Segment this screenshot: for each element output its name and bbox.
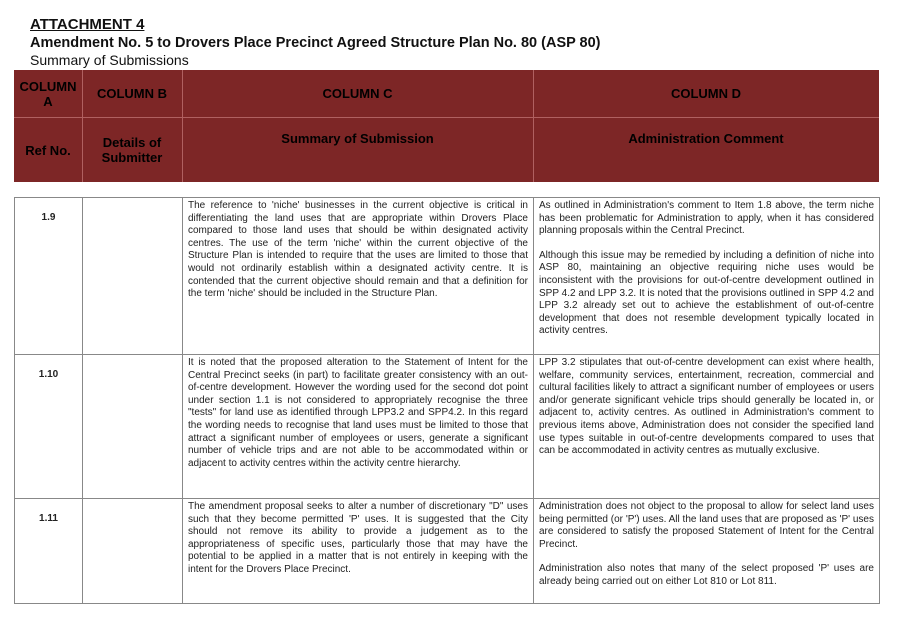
amendment-title: Amendment No. 5 to Drovers Place Precinct Agreed Structure Plan No. 80 (ASP 80) — [30, 35, 601, 51]
table-row — [15, 355, 880, 499]
comment-paragraph: LPP 3.2 stipulates that out-of-centre development can exist where health, welfare, community services, entertainment, recreation, commercial and cultural facilities likely to attract a significant number of employees or users and/or generate significant vehicle trips should generally be located in, or adjacent to, activity centres. As outlined in Administration's comment to previous items above, Administration does not consider the specified land use types suitable in out-of-centre developments compared to uses that can be accommodated in activity centres as mutually exclusive. — [539, 357, 874, 457]
table-row — [15, 198, 880, 355]
summary-cell: The reference to 'niche' businesses in the current objective is critical in differentiating the land uses that are appropriate within Drovers Place compared to those land uses that should be within designated activity centres. The use of the term 'niche' within the current objective of the Structure Plan is intended to require that the uses are limited to those that would not ordinarily establish within a designated activity centre. It is contended that the current objective should remain and that a definition for the term 'niche' should be included in the Structure Plan. — [183, 198, 534, 355]
document-subtitle: Summary of Submissions — [30, 52, 189, 68]
header-column-b: COLUMN B — [96, 86, 168, 101]
comment-cell — [534, 355, 880, 499]
ref-no-cell: 1.9 — [15, 198, 83, 355]
header-details-of-submitter: Details of Submitter — [101, 135, 163, 165]
header-column-c: COLUMN C — [322, 86, 393, 101]
ref-no-cell: 1.11 — [15, 499, 83, 604]
attachment-label: ATTACHMENT 4 — [30, 16, 145, 33]
document-title-block — [30, 16, 601, 68]
comment-paragraph: Administration also notes that many of the select proposed 'P' uses are already being carried out on either Lot 810 or Lot 811. — [539, 563, 874, 587]
summary-cell: The amendment proposal seeks to alter a number of discretionary "D" uses such that they become permitted 'P' uses. It is suggested that the City should not remove its ability to provide a judgement as to the appropriateness of specific uses, particularly those that may have the potential to be applied in a matter that is not entirely in keeping with the intent for the Drovers Place Precinct. — [183, 499, 534, 604]
summary-cell: It is noted that the proposed alteration to the Statement of Intent for the Central Precinct seeks (in part) to facilitate greater consistency with an out-of-centre development. However the wording used for the second dot point under section 1.1 is not considered to appropriately recognise the three "tests" for land use as identified through LPP3.2 and SPP4.2. In this regard the wording needs to recognise that land uses must be limited to those that attract a significant number of employees or users, generate a significant number of vehicle trips and are not able to be accommodated within or adjacent to activity centres within the activity centre hierarchy. — [183, 355, 534, 499]
header-column-a: COLUMN A — [19, 78, 77, 109]
header-ref-no: Ref No. — [25, 142, 71, 158]
comment-paragraph: Although this issue may be remedied by including a definition of niche into ASP 80, maintaining an objective requiring niche uses would be inconsistent with the provisions for out-of-centre development outlined in SPP 4.2 and LPP 3.2. It is noted that the provisions outlined in SPP 4.2 and LPP 3.2 already set out to achieve the establishment of out-of-centre development that does not resemble development typically located in activity centres. — [539, 249, 874, 337]
table-row — [15, 499, 880, 604]
comment-paragraph: As outlined in Administration's comment to Item 1.8 above, the term niche has been problematic for Administration to apply, when it has considered planning proposals within the Central Precinct. — [539, 200, 874, 237]
header-administration-comment: Administration Comment — [628, 130, 784, 146]
table-header — [14, 70, 879, 182]
submitter-cell — [83, 355, 183, 499]
submitter-cell — [83, 499, 183, 604]
comment-cell — [534, 499, 880, 604]
comment-paragraph: Administration does not object to the proposal to allow for select land uses being permitted (or 'P') uses. All the land uses that are proposed as 'P' uses are considered to satisfy the proposed Statement of Intent for the Central Precinct. — [539, 501, 874, 550]
header-column-d: COLUMN D — [670, 86, 742, 101]
submitter-cell — [83, 198, 183, 355]
comment-cell — [534, 198, 880, 355]
ref-no-cell: 1.10 — [15, 355, 83, 499]
submissions-table — [14, 197, 880, 604]
header-summary-of-submission: Summary of Submission — [281, 130, 434, 146]
